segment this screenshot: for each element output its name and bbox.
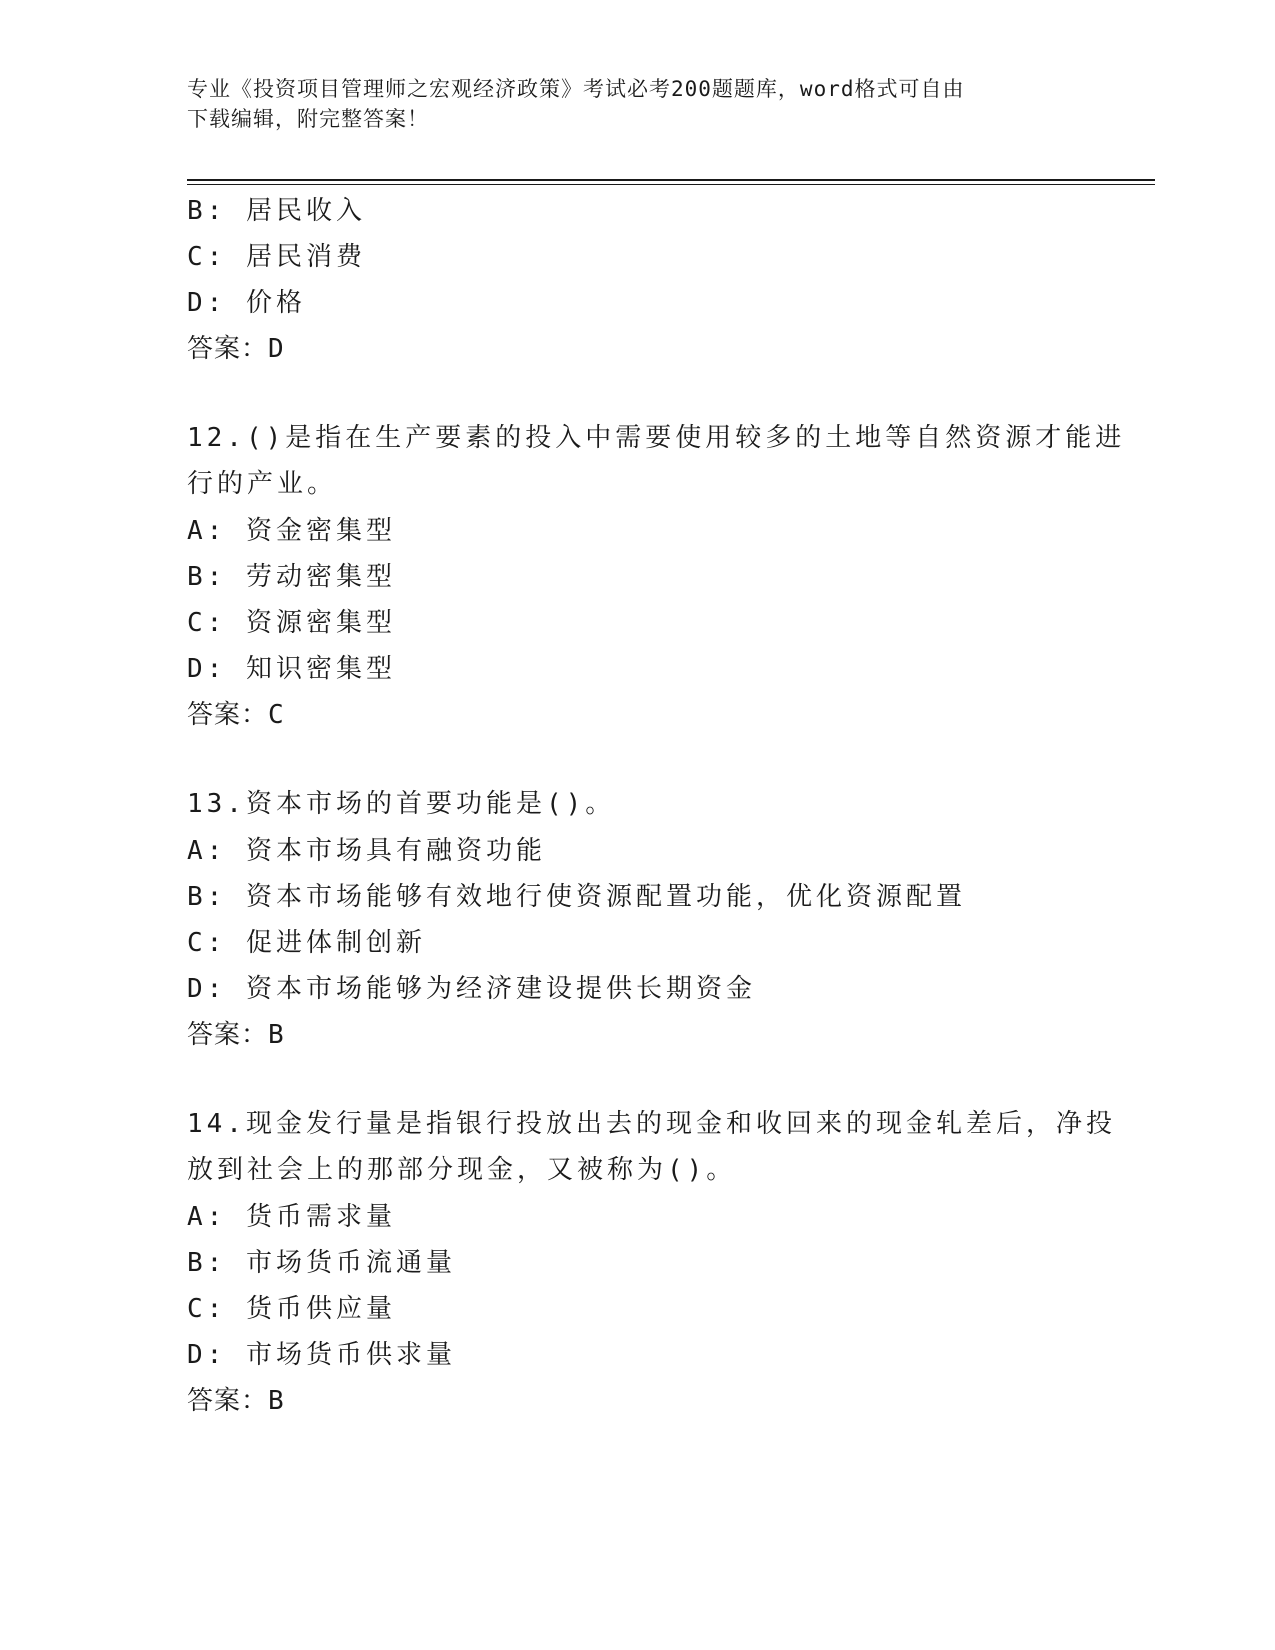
- question-text-continued: 行的产业。: [187, 469, 338, 499]
- answer: 答案：D: [187, 334, 285, 364]
- question-text: 14.现金发行量是指银行投放出去的现金和收回来的现金轧差后，净投: [187, 1109, 1116, 1139]
- question-11-tail: [187, 188, 1087, 372]
- answer: 答案：B: [187, 1386, 285, 1416]
- option-c: C: 货币供应量: [187, 1294, 396, 1324]
- option-b: B: 资本市场能够有效地行使资源配置功能，优化资源配置: [187, 882, 966, 912]
- answer: 答案：C: [187, 700, 285, 730]
- option-c: C: 资源密集型: [187, 608, 396, 638]
- option-b: B: 市场货币流通量: [187, 1248, 456, 1278]
- header-divider-thin: [187, 184, 1155, 185]
- spacer: [187, 738, 1087, 782]
- answer: 答案：B: [187, 1020, 285, 1050]
- option-d: D: 价格: [187, 288, 306, 318]
- question-text-continued: 放到社会上的那部分现金，又被称为()。: [187, 1155, 737, 1185]
- question-14: [187, 1102, 1116, 1424]
- question-list: [187, 188, 1126, 1424]
- question-text: 12.()是指在生产要素的投入中需要使用较多的土地等自然资源才能进: [187, 423, 1126, 453]
- option-d: D: 资本市场能够为经济建设提供长期资金: [187, 974, 756, 1004]
- document-header: [187, 74, 1077, 134]
- header-line-1: 专业《投资项目管理师之宏观经济政策》考试必考200题题库，word格式可自由: [187, 77, 965, 101]
- option-a: A: 货币需求量: [187, 1202, 396, 1232]
- option-d: D: 知识密集型: [187, 654, 396, 684]
- option-a: A: 资金密集型: [187, 516, 396, 546]
- option-b: B: 居民收入: [187, 196, 366, 226]
- option-d: D: 市场货币供求量: [187, 1340, 456, 1370]
- question-12: [187, 416, 1126, 738]
- header-divider-thick: [187, 179, 1155, 181]
- option-c: C: 居民消费: [187, 242, 366, 272]
- spacer: [187, 372, 1087, 416]
- spacer: [187, 1058, 1087, 1102]
- question-13: [187, 782, 1087, 1058]
- option-b: B: 劳动密集型: [187, 562, 396, 592]
- question-text: 13.资本市场的首要功能是()。: [187, 789, 616, 819]
- option-c: C: 促进体制创新: [187, 928, 426, 958]
- option-a: A: 资本市场具有融资功能: [187, 836, 546, 866]
- header-line-2: 下载编辑，附完整答案！: [187, 107, 429, 131]
